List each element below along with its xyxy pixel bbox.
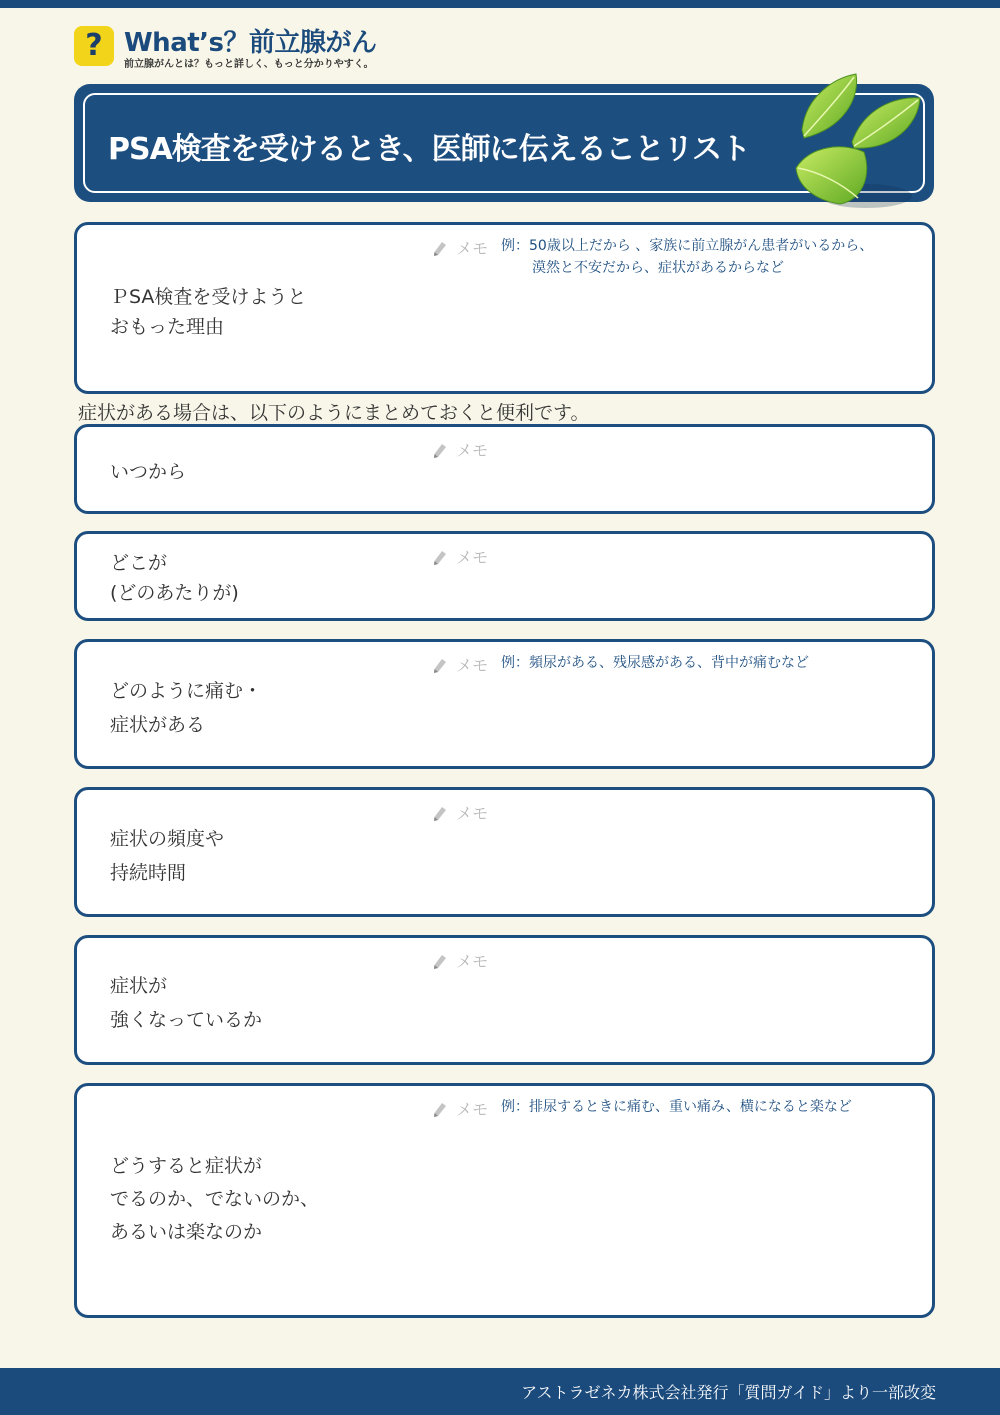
section-box-frequency[interactable] xyxy=(74,787,935,917)
footer-credit: アストラゼネカ株式会社発行「質問ガイド」より一部改変 xyxy=(521,1383,936,1402)
memo-label: メモ xyxy=(433,949,488,972)
example-text: 例：頻尿がある、残尿感がある、背中が痛むなど xyxy=(501,655,809,671)
section-box-reason[interactable] xyxy=(74,222,935,394)
section-label: 症状が 強くなっているか xyxy=(110,975,263,1031)
symptom-note: 症状がある場合は、以下のようにまとめておくと便利です。 xyxy=(78,402,590,424)
example-text: 例：排尿するときに痛む、重い痛み、横になると楽など xyxy=(501,1099,852,1115)
top-bar xyxy=(0,0,1000,8)
section-label: 症状の頻度や 持続時間 xyxy=(110,828,225,884)
section-box-worsening[interactable] xyxy=(74,935,935,1065)
logo-subtitle: 前立腺がんとは？もっと詳しく、もっと分かりやすく。 xyxy=(124,59,374,70)
pencil-icon xyxy=(433,241,447,257)
section-box-how-it-hurts[interactable] xyxy=(74,639,935,769)
section-label: いつから xyxy=(110,461,187,483)
memo-label: メモ xyxy=(433,545,488,568)
pencil-icon xyxy=(433,658,447,674)
section-box-where[interactable] xyxy=(74,531,935,621)
pencil-icon xyxy=(433,806,447,822)
pencil-icon xyxy=(433,443,447,459)
example-text: 例：50歳以上だから 、家族に前立腺がん患者がいるから、 漠然と不安だから、症状があるからなど xyxy=(501,238,874,276)
section-box-triggers[interactable] xyxy=(74,1083,935,1318)
memo-label: メモ xyxy=(433,1097,488,1120)
memo-label: メモ xyxy=(433,236,488,259)
section-box-since-when[interactable] xyxy=(74,424,935,514)
section-label: どこが (どのあたりが) xyxy=(110,552,239,604)
section-label: どうすると症状が でるのか、でないのか、 あるいは楽なのか xyxy=(110,1155,320,1243)
leaves-icon xyxy=(788,72,928,218)
memo-label: メモ xyxy=(433,438,488,461)
memo-label: メモ xyxy=(433,801,488,824)
pencil-icon xyxy=(433,954,447,970)
pencil-icon xyxy=(433,1102,447,1118)
question-mark-icon: ? xyxy=(74,26,114,66)
pencil-icon xyxy=(433,550,447,566)
section-label: どのように痛む・ 症状がある xyxy=(110,680,263,736)
memo-label: メモ xyxy=(433,653,488,676)
section-label: ＰSA検査を受けようと おもった理由 xyxy=(110,286,307,338)
logo-title: What’s？前立腺がん xyxy=(124,28,377,58)
page-title: PSA検査を受けるとき、医師に伝えることリスト xyxy=(108,132,751,167)
footer xyxy=(0,1368,1000,1415)
